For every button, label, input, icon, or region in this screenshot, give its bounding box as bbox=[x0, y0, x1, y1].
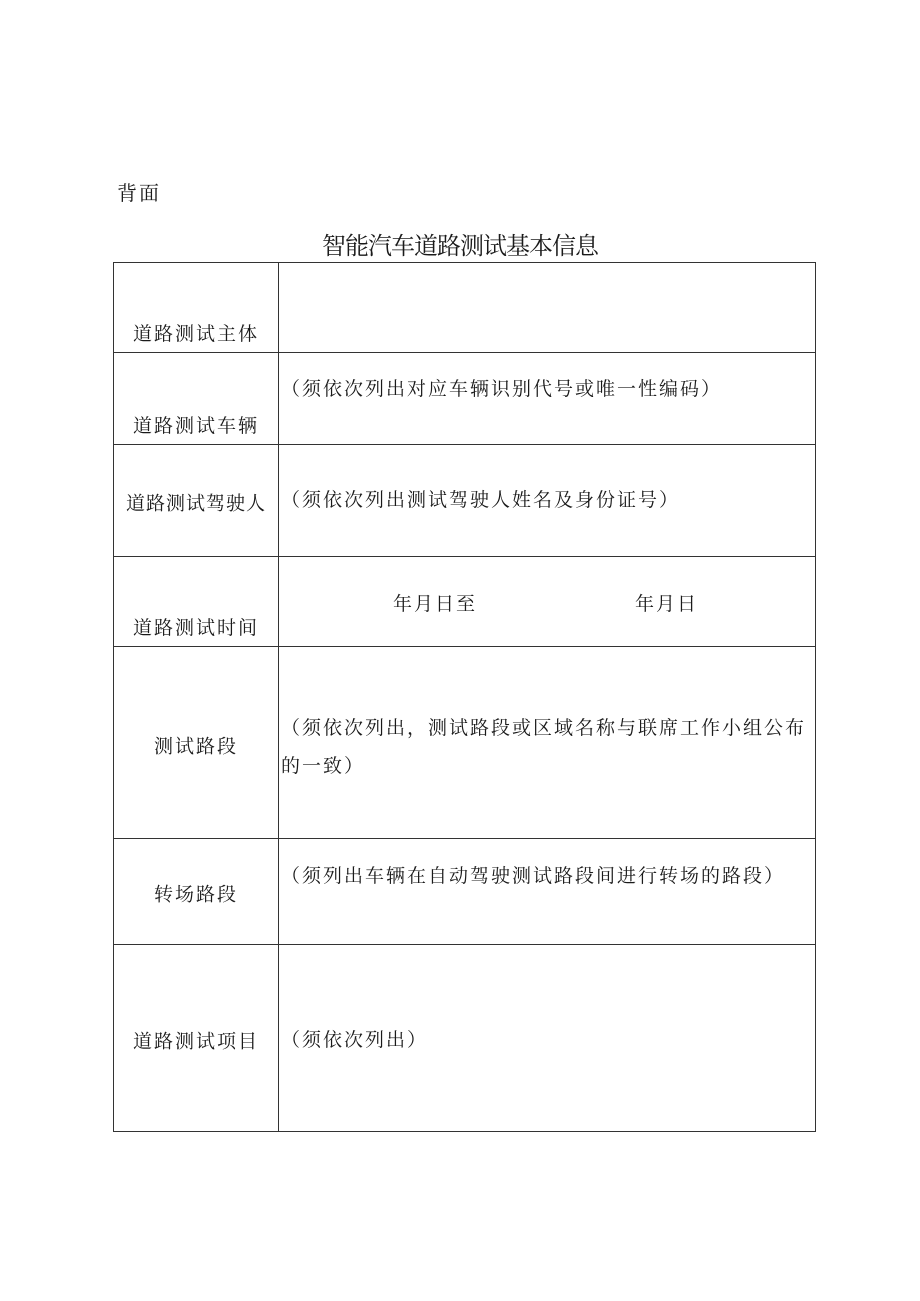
table-row-test-entity bbox=[114, 263, 816, 353]
value-cell[interactable] bbox=[279, 353, 816, 445]
row-label: 转场路段 bbox=[153, 883, 238, 906]
value-cell[interactable] bbox=[279, 557, 816, 647]
row-value: （须列出车辆在自动驾驶测试路段间进行转场的路段） bbox=[281, 865, 786, 887]
value-cell[interactable] bbox=[279, 445, 816, 557]
date-start-text: 年月日至 bbox=[393, 593, 478, 615]
row-value: （须依次列出，测试路段或区域名称与联席工作小组公布的一致） bbox=[281, 717, 807, 777]
table-row-test-driver bbox=[114, 445, 816, 557]
label-cell bbox=[114, 353, 279, 445]
row-label: 道路测试主体 bbox=[132, 323, 259, 345]
value-cell[interactable] bbox=[279, 263, 816, 353]
row-label: 道路测试时间 bbox=[132, 617, 259, 639]
row-label: 道路测试车辆 bbox=[132, 415, 259, 437]
label-cell bbox=[114, 263, 279, 353]
row-value: （须依次列出） bbox=[281, 1029, 429, 1051]
row-value: （须依次列出测试驾驶人姓名及身份证号） bbox=[281, 489, 681, 511]
test-info-table bbox=[113, 262, 816, 1132]
label-cell bbox=[114, 557, 279, 647]
table-row-transfer-section bbox=[114, 839, 816, 945]
value-cell[interactable] bbox=[279, 647, 816, 839]
row-label: 道路测试项目 bbox=[132, 1030, 259, 1053]
table-row-test-time bbox=[114, 557, 816, 647]
table-row-test-road-section bbox=[114, 647, 816, 839]
document-title: 智能汽车道路测试基本信息 bbox=[322, 232, 598, 260]
label-cell bbox=[114, 445, 279, 557]
date-end-text: 年月日 bbox=[635, 593, 699, 615]
table-row-test-vehicle bbox=[114, 353, 816, 445]
table-row-test-items bbox=[114, 945, 816, 1132]
row-value: （须依次列出对应车辆识别代号或唯一性编码） bbox=[281, 378, 723, 400]
label-cell bbox=[114, 839, 279, 945]
label-cell bbox=[114, 945, 279, 1132]
value-cell[interactable] bbox=[279, 839, 816, 945]
value-cell[interactable] bbox=[279, 945, 816, 1132]
row-label: 测试路段 bbox=[153, 735, 238, 758]
page-side-label: 背面 bbox=[117, 181, 161, 205]
label-cell bbox=[114, 647, 279, 839]
row-label: 道路测试驾驶人 bbox=[125, 492, 266, 515]
